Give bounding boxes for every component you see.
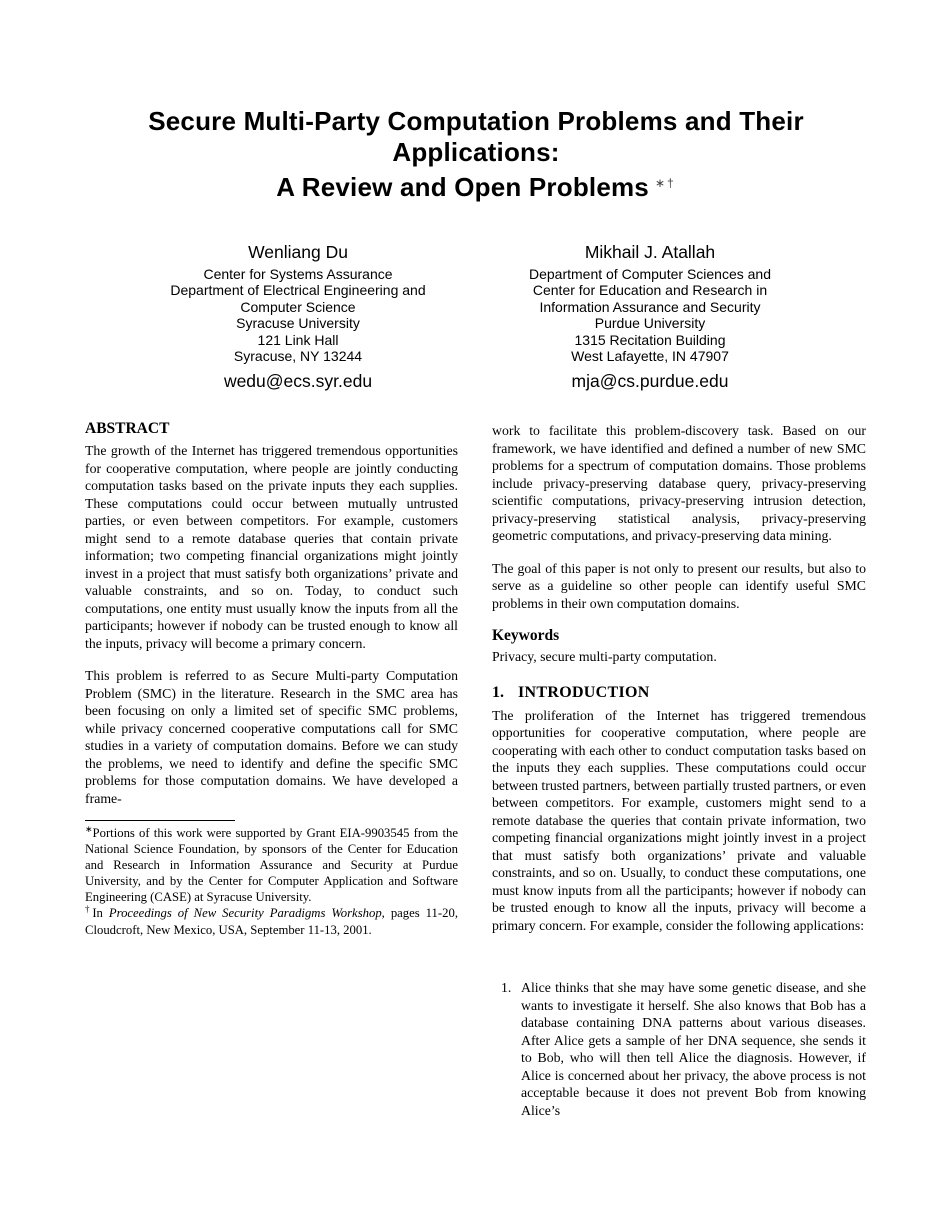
list-item-number: 1. [501, 980, 512, 995]
footnote-star [85, 825, 458, 905]
footnote-dagger [85, 905, 458, 937]
keywords-heading: Keywords [492, 627, 560, 644]
body-paragraph: work to facilitate this problem-discovery task. Based on our framework, we have identified and defined a number of new SMC problems for a spectrum of computation domains. Those problems include privacy-preserving database query, privacy-preserving scientific computations, privacy-preserving intrusion detection, privacy-preserving statistical analysis, privacy-preserving geometric computations, and privacy-preserving data mining. [492, 423, 866, 543]
footnote-dagger-marker: † [85, 904, 93, 915]
intro-paragraph: The proliferation of the Internet has triggered tremendous opportunities for cooperative computation, where people are cooperating with each other to conduct computation tasks based on the inputs they each supplies. These computations could occur between trusted partners, between partially trusted partners, or even between competitors. For example, customers might send to a remote database the queries that contain private information, two competing financial organizations might jointly invest in a project that must satisfy both organizations’ private and valuable constraints, and so on. Usually, to conduct these computations, one must know inputs from all the participants; however if nobody can be trusted enough to know all the inputs, privacy will become a primary concern. For example, consider the following applications: [492, 707, 866, 933]
paper-title-line-2: Applications: [392, 137, 560, 167]
paper-title-line-1: Secure Multi-Party Computation Problems and Their [148, 106, 804, 136]
title-footnote-marks: ∗† [654, 176, 676, 190]
keywords-text: Privacy, secure multi-party computation. [492, 649, 717, 664]
list-item [492, 979, 866, 1119]
section-heading-introduction [492, 683, 866, 702]
body-paragraph: The goal of this paper is not only to present our results, but also to serve as a guideline so other people can identify useful SMC problems in their own computation domains. [492, 560, 866, 611]
footnote-dagger-suffix: , pages 11-20, Cloudcroft, New Mexico, USA, September 11-13, 2001. [85, 906, 458, 937]
author-affiliation-line: Center for Education and Research in [532, 282, 768, 299]
author-affiliation-line: Syracuse University [236, 315, 360, 332]
applications-list [492, 979, 866, 1119]
abstract-heading: ABSTRACT [85, 420, 170, 437]
author-affiliation-line: West Lafayette, IN 47907 [571, 348, 729, 365]
author-email: mja@cs.purdue.edu [571, 371, 729, 392]
author-block-du [98, 242, 498, 391]
section-title: INTRODUCTION [518, 683, 650, 701]
right-column [492, 419, 866, 1119]
paper-title-line-3-text: A Review and Open Problems [276, 172, 649, 202]
footnote-dagger-venue: Proceedings of New Security Paradigms Workshop [108, 906, 382, 921]
paper-title [0, 106, 952, 203]
author-affiliation-line: Information Assurance and Security [539, 298, 761, 315]
footnote-dagger-prefix: In [92, 906, 109, 921]
abstract-paragraph-1: The growth of the Internet has triggered tremendous opportunities for cooperative computation, where people are jointly conducting computation tasks based on the private inputs they each supplies. These computations could occur between mutually untrusted parties, or even between competitors. For example, customers might send to a remote database queries that contain private information; two competing financial organizations might jointly invest in a project that must satisfy both organizations’ private and valuable constraints, and so on. Today, to conduct such computations, one entity must usually know the inputs from all the participants; however if nobody can be trusted enough to know all the inputs, privacy will become a primary concern. [85, 443, 458, 651]
author-name: Mikhail J. Atallah [584, 242, 716, 262]
section-number: 1. [492, 683, 504, 701]
author-email: wedu@ecs.syr.edu [223, 371, 373, 392]
paper-title-line-3 [0, 168, 952, 203]
footnote-rule [85, 820, 235, 821]
author-affiliation-line: Syracuse, NY 13244 [233, 348, 363, 365]
author-affiliation-line: Department of Computer Sciences and [528, 266, 771, 282]
abstract-paragraph-2: This problem is referred to as Secure Multi-party Computation Problem (SMC) in the literature. Research in the SMC area has been focusing on only a limited set of specific SMC problems, while privacy concerned cooperative computations call for SMC studies in a variety of computation domains. Before we can study the problems, we need to identify and define the specific SMC problems for those computation domains. We have developed a frame- [85, 668, 458, 806]
author-affiliation-line: 1315 Recitation Building [574, 331, 726, 348]
author-block-atallah [450, 242, 850, 391]
footnote-star-text: Portions of this work were supported by Grant EIA-9903545 from the National Science Foundation, by sponsors of the Center for Education and Research in Information Assurance and Security at Purdue University, and by the Center for Computer Application and Software Engineering (CASE) at Syracuse University. [85, 826, 458, 905]
author-affiliation-line: Center for Systems Assurance [203, 266, 393, 282]
footnote-star-marker: ∗ [85, 823, 93, 834]
footnote-block [85, 820, 458, 938]
left-column [85, 419, 458, 938]
author-affiliation-line: Purdue University [594, 315, 706, 332]
author-affiliation-line: 121 Link Hall [257, 331, 339, 348]
list-item-text: Alice thinks that she may have some genetic disease, and she wants to investigate it herself. She also knows that Bob has a database containing DNA patterns about various diseases. After Alice gets a sample of her DNA sequence, she sends it to Bob, who will then tell Alice the diagnosis. However, if Alice is concerned about her privacy, the above process is not acceptable because it does not prevent Bob from knowing Alice’s [521, 980, 866, 1118]
author-affiliation-line: Department of Electrical Engineering and [170, 282, 426, 299]
author-name: Wenliang Du [248, 242, 348, 262]
author-affiliation-line: Computer Science [240, 298, 356, 315]
